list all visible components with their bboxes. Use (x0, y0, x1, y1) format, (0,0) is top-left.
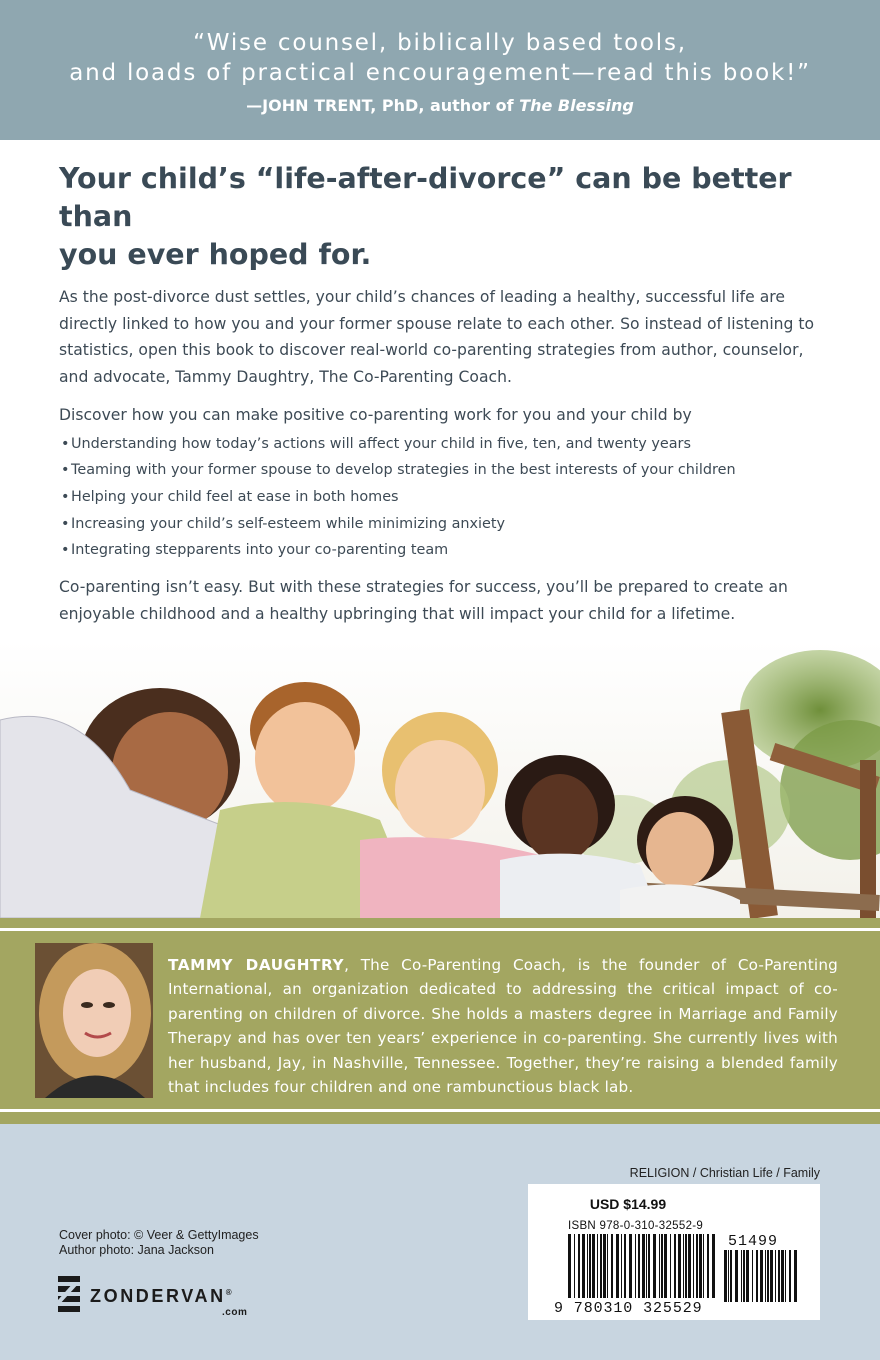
barcode-bar (712, 1234, 715, 1298)
list-item-text: Increasing your child’s self-esteem while minimizing anxiety (71, 515, 506, 532)
barcode-bar (635, 1234, 636, 1298)
barcode-bar (752, 1250, 753, 1302)
list-item-text: Integrating stepparents into your co-parenting team (71, 542, 449, 559)
barcode-bar (688, 1234, 691, 1298)
children-photo-illustration (0, 640, 880, 918)
barcode-bar (770, 1250, 773, 1302)
author-bio-text (168, 953, 838, 1099)
barcode-bar (568, 1234, 571, 1298)
cover-blurb (59, 160, 829, 687)
barcode-bar (578, 1234, 580, 1298)
endorsement-banner (0, 0, 880, 140)
author-photo-credit: Author photo: Jana Jackson (59, 1243, 214, 1257)
publisher-wordmark: ZONDERVAN (90, 1286, 226, 1306)
barcode-bar (696, 1234, 698, 1298)
barcode-bar (597, 1234, 598, 1298)
barcode-bar (794, 1250, 797, 1302)
list-item-text: Teaming with your former spouse to develop strategies in the best interests of your children (71, 462, 736, 479)
bullet-mark: • (61, 488, 70, 505)
list-item (59, 537, 829, 564)
barcode-bar (678, 1234, 681, 1298)
bullet-mark: • (61, 435, 70, 452)
barcode-bar (574, 1234, 575, 1298)
barcode-bar (582, 1234, 585, 1298)
blurb-paragraph-3: Co-parenting isn’t easy. But with these strategies for success, you’ll be prepared to create an enjoyable childhood and a healthy upbringing that will impact your child for a lifetime. (59, 578, 788, 623)
photo-credits (59, 1228, 259, 1258)
barcode-bar (629, 1234, 632, 1298)
barcode-bar (685, 1234, 687, 1298)
barcode-bar (648, 1234, 650, 1298)
endorsement-quote-line-2: and loads of practical encouragement—read this book!” (69, 60, 811, 86)
barcode-bar (603, 1234, 606, 1298)
author-bio-section (0, 918, 880, 1124)
barcode-bar (778, 1250, 780, 1302)
barcode-bar (775, 1250, 776, 1302)
blurb-paragraph-2: Discover how you can make positive co-parenting work for you and your child by (59, 406, 692, 424)
bullet-mark: • (61, 542, 70, 559)
list-item (59, 457, 829, 484)
bisac-category: RELIGION / Christian Life / Family (629, 1166, 820, 1180)
barcode-bar (674, 1234, 676, 1298)
barcode-bar (785, 1250, 786, 1302)
author-portrait (35, 943, 153, 1098)
author-photo (35, 943, 153, 1098)
barcode-bar (707, 1234, 709, 1298)
barcode-bar (741, 1250, 742, 1302)
barcode-bar (661, 1234, 663, 1298)
back-matter (0, 1124, 880, 1360)
addon-digits: 51499 (728, 1233, 779, 1250)
blurb-paragraph-1: As the post-divorce dust settles, your child’s chances of leading a healthy, successful life are directly linked to how you and your former spouse relate to each other. So instead of listening to statistics, open this book to discover real-world co-parenting strategies from author, counselor, and advocate, Tammy Daughtry, The Co-Parenting Coach. (59, 288, 815, 386)
publisher-domain: .com (222, 1307, 248, 1318)
ean-digits: 9 780310 325529 (554, 1300, 703, 1317)
list-item-text: Understanding how today’s actions will affect your child in five, ten, and twenty years (71, 435, 691, 452)
list-item-text: Helping your child feel at ease in both homes (71, 488, 399, 505)
list-item (59, 431, 829, 458)
barcode-bar (789, 1250, 791, 1302)
bullet-mark: • (61, 515, 70, 532)
barcode-panel (528, 1184, 820, 1320)
headline-line-1: Your child’s “life-after-divorce” can be better than (59, 162, 792, 233)
barcode-bar (746, 1250, 749, 1302)
barcode-bar (728, 1250, 729, 1302)
barcode-bar (743, 1250, 745, 1302)
barcode-bar (607, 1234, 608, 1298)
endorsement-quote-line-1: “Wise counsel, biblically based tools, (193, 30, 687, 56)
author-name: TAMMY DAUGHTRY (168, 956, 345, 974)
barcode-bar (724, 1250, 727, 1302)
endorsement-attribution (0, 96, 880, 115)
headline-line-2: you ever hoped for. (59, 238, 372, 271)
divider (0, 1109, 880, 1112)
benefit-list (59, 431, 829, 565)
barcode-bar (683, 1234, 684, 1298)
barcode-bar (659, 1234, 660, 1298)
barcode-bar (638, 1234, 640, 1298)
barcode-bar (642, 1234, 645, 1298)
zondervan-mark-icon (58, 1276, 84, 1316)
barcode-bar (699, 1234, 702, 1298)
barcode-bar (600, 1234, 602, 1298)
bullet-mark: • (61, 462, 70, 479)
barcode-bar (760, 1250, 763, 1302)
publisher-name (90, 1286, 232, 1307)
barcode-bar (765, 1250, 766, 1302)
barcode-bar (592, 1234, 595, 1298)
barcode-bar (735, 1250, 738, 1302)
divider (0, 928, 880, 931)
list-item (59, 511, 829, 538)
publisher-logo (58, 1276, 248, 1320)
barcode-bar (611, 1234, 613, 1298)
registered-mark: ® (225, 1288, 232, 1297)
isbn-label: ISBN 978-0-310-32552-9 (568, 1220, 704, 1232)
barcode-bar (703, 1234, 704, 1298)
barcode-bar (670, 1234, 671, 1298)
barcode-bar (653, 1234, 656, 1298)
ean-barcode (528, 1184, 820, 1320)
barcode-bar (664, 1234, 667, 1298)
barcode-bar (646, 1234, 647, 1298)
attribution-author: —JOHN TRENT, PhD, author of (246, 96, 520, 115)
barcode-bar (781, 1250, 784, 1302)
barcode-bar (589, 1234, 591, 1298)
blurb-headline (59, 160, 829, 274)
list-item (59, 484, 829, 511)
barcode-bar (767, 1250, 769, 1302)
price-label: USD $14.99 (589, 1196, 667, 1212)
attribution-book-title: The Blessing (519, 96, 634, 115)
barcode-bar (756, 1250, 758, 1302)
barcode-bar (624, 1234, 626, 1298)
barcode-bar (587, 1234, 588, 1298)
barcode-bar (730, 1250, 732, 1302)
barcode-bar (616, 1234, 619, 1298)
children-photo (0, 640, 880, 918)
barcode-bar (621, 1234, 622, 1298)
cover-photo-credit: Cover photo: © Veer & GettyImages (59, 1228, 259, 1242)
author-bio-body: , The Co-Parenting Coach, is the founder of Co-Parenting International, an organization dedicated to addressing the critical impact of co-parenting on children of divorce. She holds a masters degree in Marriage and Family Therapy and has over ten years’ experience in co-parenting. She currently lives with her husband, Jay, in Nashville, Tennessee. Together, they’re raising a blended family that includes four children and one rambunctious black lab. (168, 956, 838, 1097)
barcode-bar (693, 1234, 694, 1298)
